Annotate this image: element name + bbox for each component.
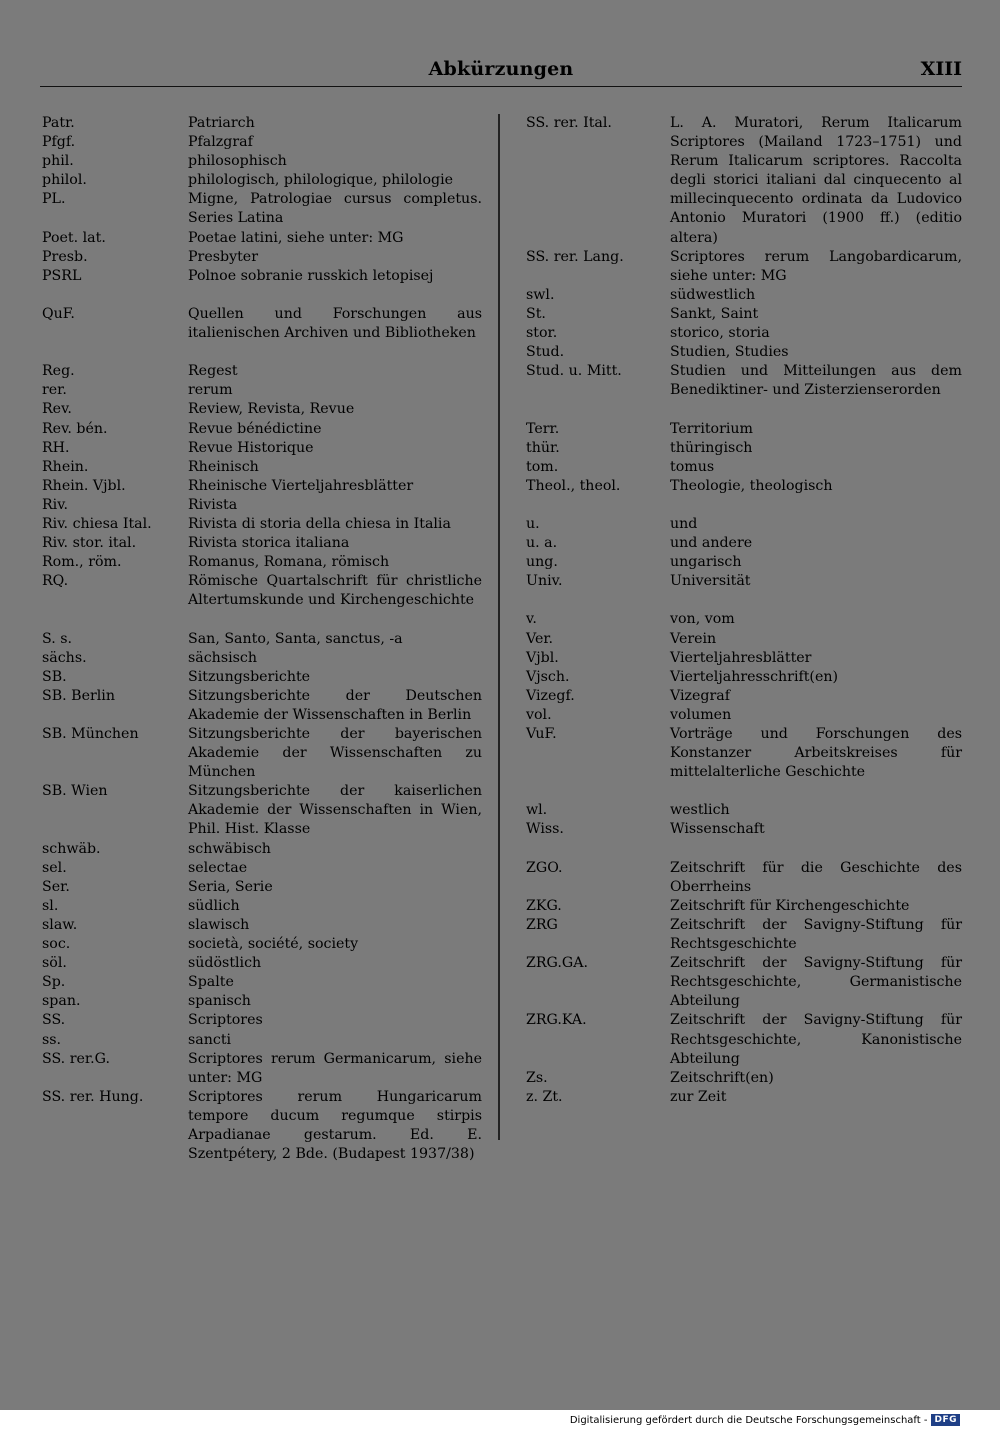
abbreviation-entry (526, 801, 962, 820)
abbreviation-entry (526, 706, 962, 725)
abbreviation: ZRG.GA. (526, 955, 588, 972)
abbreviation-entry (526, 916, 962, 954)
abbreviation-entry (526, 114, 962, 248)
expansion: Rheinische Vierteljahresblätter (188, 477, 414, 494)
abbreviation: QuF. (42, 305, 75, 322)
abbreviation-entry (42, 458, 482, 477)
expansion: Sitzungsberichte der bayerischen Akademie der Wissenschaften zu München (188, 726, 482, 781)
abbreviation-entry (42, 687, 482, 725)
abbreviation-entry (42, 782, 482, 839)
entry-gap (526, 591, 962, 610)
expansion: Revue bénédictine (188, 420, 322, 437)
abbreviation: ZRG (526, 916, 558, 933)
expansion: volumen (670, 706, 732, 723)
abbreviation: Theol., theol. (526, 477, 621, 494)
abbreviation-entry (42, 668, 482, 687)
abbreviation-entry (42, 267, 482, 286)
expansion: Sitzungsberichte der kaiserlichen Akademie der Wissenschaften in Wien, Phil. Hist. Klasse (188, 783, 482, 838)
page-title: Abkürzungen (428, 58, 574, 80)
abbreviation-entry (42, 935, 482, 954)
abbreviation-entry (42, 630, 482, 649)
expansion: Rheinisch (188, 458, 259, 475)
abbreviation-entry (526, 324, 962, 343)
abbreviation: Poet. lat. (42, 229, 106, 246)
abbreviation: Vjsch. (526, 668, 570, 685)
abbreviation: z. Zt. (526, 1088, 563, 1105)
abbreviation-entry (42, 897, 482, 916)
expansion: Seria, Serie (188, 878, 273, 895)
abbreviation: span. (42, 993, 81, 1010)
abbreviation: Stud. (526, 344, 565, 361)
abbreviation-entry (526, 897, 962, 916)
entry-gap (526, 496, 962, 515)
abbreviation: sel. (42, 859, 67, 876)
expansion: Studien, Studies (670, 344, 789, 361)
abbreviation: SS. (42, 1012, 66, 1029)
abbreviation: Stud. u. Mitt. (526, 363, 622, 380)
abbreviation-entry (42, 1050, 482, 1088)
expansion: tomus (670, 458, 715, 475)
abbreviation: Rhein. (42, 458, 89, 475)
abbreviation-entry (526, 439, 962, 458)
abbreviation: Ver. (526, 630, 554, 647)
abbreviation-entry (42, 725, 482, 782)
expansion: Pfalzgraf (188, 134, 253, 151)
expansion: Zeitschrift(en) (670, 1069, 774, 1086)
abbreviation-entry (42, 362, 482, 381)
abbreviation-entry (42, 171, 482, 190)
abbreviation: söl. (42, 955, 67, 972)
abbreviation-entry (42, 477, 482, 496)
abbreviation-entry (42, 133, 482, 152)
expansion: Migne, Patrologiae cursus completus. Series Latina (188, 191, 482, 227)
abbreviation: u. (526, 515, 540, 532)
abbreviation-entry (526, 553, 962, 572)
expansion: Zeitschrift für Kirchengeschichte (670, 897, 910, 914)
expansion: Spalte (188, 974, 234, 991)
abbreviation: Rev. (42, 401, 72, 418)
abbreviation-entry (42, 152, 482, 171)
entry-gap (42, 343, 482, 362)
abbreviation-entry (526, 343, 962, 362)
expansion: Zeitschrift der Savigny-Stiftung für Rechtsgeschichte, Kanonistische Abteilung (670, 1012, 962, 1067)
abbreviation-entry (526, 1069, 962, 1088)
expansion: Scriptores rerum Germanicarum, siehe unter: MG (188, 1050, 482, 1086)
expansion: L. A. Muratori, Rerum Italicarum Scriptores (Mailand 1723–1751) und Rerum Italicarum scriptores. Raccolta degli storici italiani dal cinquecento al millecinquecento ordinata da Ludovico Antonio Muratori (1900 ff.) (editio altera) (670, 115, 962, 246)
digitization-footer (570, 1412, 960, 1428)
abbreviation-entry (526, 572, 962, 591)
abbreviation-entry (526, 1088, 962, 1107)
expansion: südwestlich (670, 286, 756, 303)
abbreviation-entry (42, 114, 482, 133)
abbreviation-entry (526, 362, 962, 400)
abbreviation: Vjbl. (526, 649, 559, 666)
expansion: Poetae latini, siehe unter: MG (188, 229, 404, 246)
expansion: Sitzungsberichte der Deutschen Akademie der Wissenschaften in Berlin (188, 687, 482, 723)
abbreviation: Rhein. Vjbl. (42, 477, 126, 494)
expansion: und (670, 515, 698, 532)
expansion: Rivista di storia della chiesa in Italia (188, 515, 451, 532)
column-divider (498, 114, 500, 1140)
abbreviation: sl. (42, 897, 59, 914)
abbreviation-entry (42, 553, 482, 572)
expansion: Zeitschrift der Savigny-Stiftung für Rechtsgeschichte (670, 916, 962, 953)
abbreviation-entry (526, 515, 962, 534)
abbreviation-entry (42, 190, 482, 228)
abbreviation-entry (526, 477, 962, 496)
expansion: Vizegraf (670, 687, 730, 704)
abbreviation: ZRG.KA. (526, 1012, 587, 1029)
expansion: slawisch (188, 916, 250, 933)
abbreviation-entry (42, 229, 482, 248)
expansion: Regest (188, 363, 238, 380)
abbreviation: PSRL (42, 267, 82, 284)
abbreviation-entry (42, 916, 482, 935)
abbreviation: ZGO. (526, 859, 563, 876)
abbreviation: Rev. bén. (42, 420, 108, 437)
abbreviation: Vizegf. (526, 687, 575, 704)
expansion: Scriptores rerum Langobardicarum, siehe unter: MG (670, 248, 962, 284)
abbreviation-entry (42, 534, 482, 553)
abbreviation-entry (526, 820, 962, 839)
abbreviation: Sp. (42, 974, 66, 991)
abbreviation-entry (526, 305, 962, 324)
abbreviation: ung. (526, 554, 558, 571)
abbreviation: Riv. (42, 496, 69, 513)
abbreviation: sächs. (42, 649, 87, 666)
page-number: XIII (920, 58, 962, 80)
entry-gap (526, 400, 962, 419)
expansion: Rivista (188, 496, 238, 513)
abbreviation: rer. (42, 382, 67, 399)
abbreviation-entry (526, 458, 962, 477)
expansion: Vorträge und Forschungen des Konstanzer Arbeitskreises für mittelalterliche Geschichte (670, 726, 962, 781)
abbreviations-left-column (42, 114, 482, 1164)
expansion: società, société, society (188, 936, 359, 953)
abbreviation: vol. (526, 706, 552, 723)
abbreviation-entry (526, 286, 962, 305)
expansion: philosophisch (188, 153, 287, 170)
abbreviation: stor. (526, 325, 558, 342)
abbreviation: swl. (526, 286, 555, 303)
abbreviation: Pfgf. (42, 134, 76, 151)
abbreviation-entry (42, 954, 482, 973)
abbreviation: Zs. (526, 1069, 548, 1086)
abbreviation-entry (42, 878, 482, 897)
abbreviation-entry (42, 439, 482, 458)
dfg-logo: DFG (931, 1414, 960, 1426)
abbreviation: Presb. (42, 248, 88, 265)
abbreviation-entry (526, 859, 962, 897)
abbreviation: tom. (526, 458, 559, 475)
abbreviation-entry (42, 649, 482, 668)
abbreviation: Rom., röm. (42, 554, 122, 571)
abbreviation-entry (526, 630, 962, 649)
abbreviation: ZKG. (526, 897, 562, 914)
expansion: Romanus, Romana, römisch (188, 554, 390, 571)
abbreviation: Ser. (42, 878, 70, 895)
abbreviation: Univ. (526, 573, 563, 590)
abbreviation-entry (42, 420, 482, 439)
abbreviation-entry (42, 248, 482, 267)
abbreviation-entry (42, 973, 482, 992)
expansion: südöstlich (188, 955, 262, 972)
abbreviation-entry (42, 400, 482, 419)
abbreviation: ss. (42, 1031, 62, 1048)
expansion: San, Santo, Santa, sanctus, -a (188, 630, 403, 647)
abbreviation-entry (526, 1011, 962, 1068)
expansion: Vierteljahresschrift(en) (670, 668, 839, 685)
footer-text: Digitalisierung gefördert durch die Deutsche Forschungsgemeinschaft - (569, 1414, 928, 1426)
abbreviation-entry (526, 954, 962, 1011)
abbreviation: VuF. (526, 726, 557, 742)
expansion: Römische Quartalschrift für christliche Altertumskunde und Kirchengeschichte (188, 573, 482, 609)
expansion: Patriarch (188, 115, 255, 131)
expansion: Zeitschrift der Savigny-Stiftung für Rechtsgeschichte, Germanistische Abteilung (670, 955, 962, 1010)
page-header (40, 58, 962, 87)
expansion: Universität (670, 573, 751, 590)
expansion: Sitzungsberichte (188, 668, 311, 685)
expansion: sächsisch (188, 649, 258, 666)
abbreviation: schwäb. (42, 840, 101, 857)
expansion: westlich (670, 802, 730, 819)
entry-gap (42, 610, 482, 629)
abbreviation-entry (42, 381, 482, 400)
abbreviation-entry (42, 992, 482, 1011)
expansion: rerum (188, 382, 233, 399)
expansion: Quellen und Forschungen aus italienischen Archiven und Bibliotheken (188, 305, 482, 342)
abbreviation: Riv. stor. ital. (42, 535, 137, 552)
entry-gap (526, 840, 962, 859)
expansion: Sankt, Saint (670, 305, 759, 322)
expansion: philologisch, philologique, philologie (188, 172, 454, 189)
abbreviation: Reg. (42, 363, 75, 380)
abbreviation-entry (42, 840, 482, 859)
expansion: spanisch (188, 993, 251, 1010)
expansion: Rivista storica italiana (188, 535, 350, 552)
abbreviation: u. a. (526, 535, 558, 552)
entry-gap (42, 286, 482, 305)
abbreviation-entry (526, 687, 962, 706)
abbreviation-entry (526, 668, 962, 687)
abbreviation-entry (42, 1011, 482, 1030)
abbreviation: RQ. (42, 573, 69, 590)
abbreviation: slaw. (42, 916, 78, 933)
expansion: storico, storia (670, 325, 770, 342)
expansion: ungarisch (670, 554, 742, 571)
expansion: Revue Historique (188, 439, 314, 456)
abbreviation-entry (42, 1031, 482, 1050)
expansion: Territorium (670, 420, 754, 437)
abbreviation: thür. (526, 439, 560, 456)
abbreviation-entry (526, 534, 962, 553)
expansion: Polnoe sobranie russkich letopisej (188, 267, 434, 284)
abbreviation: SB. München (42, 726, 139, 742)
expansion: Presbyter (188, 248, 258, 265)
expansion: von, vom (670, 611, 735, 628)
abbreviation: Wiss. (526, 821, 564, 838)
abbreviation-entry (42, 515, 482, 534)
expansion: südlich (188, 897, 240, 914)
expansion: Studien und Mitteilungen aus dem Benediktiner- und Zisterzienserorden (670, 363, 962, 399)
expansion: Review, Revista, Revue (188, 401, 355, 418)
abbreviation-entry (526, 248, 962, 286)
abbreviation-entry (42, 859, 482, 878)
expansion: selectae (188, 859, 248, 876)
abbreviation: v. (526, 611, 537, 628)
expansion: zur Zeit (670, 1088, 727, 1105)
abbreviation: SS. rer. Ital. (526, 115, 612, 131)
abbreviation: SS. rer. Lang. (526, 248, 624, 265)
abbreviation-entry (526, 649, 962, 668)
expansion: Scriptores (188, 1012, 263, 1029)
abbreviation: St. (526, 305, 546, 322)
expansion: thüringisch (670, 439, 753, 456)
abbreviation: Riv. chiesa Ital. (42, 515, 152, 532)
abbreviation: RH. (42, 439, 70, 456)
abbreviation-entry (42, 305, 482, 343)
expansion: Wissenschaft (670, 821, 765, 838)
abbreviation: S. s. (42, 630, 73, 647)
abbreviation: Patr. (42, 115, 75, 131)
abbreviation-entry (526, 610, 962, 629)
expansion: und andere (670, 535, 753, 552)
expansion: sancti (188, 1031, 232, 1048)
abbreviation: phil. (42, 153, 74, 170)
abbreviation: PL. (42, 191, 66, 208)
expansion: Theologie, theologisch (670, 477, 833, 494)
abbreviation-entry (42, 496, 482, 515)
expansion: Vierteljahresblätter (670, 649, 812, 666)
expansion: schwäbisch (188, 840, 271, 857)
abbreviation: SS. rer. Hung. (42, 1088, 144, 1105)
abbreviations-right-column (526, 114, 962, 1107)
abbreviation-entry (526, 420, 962, 439)
entry-gap (526, 782, 962, 801)
expansion: Zeitschrift für die Geschichte des Oberrheins (670, 859, 962, 895)
abbreviation-entry (526, 725, 962, 782)
expansion: Verein (670, 630, 717, 647)
abbreviation: SB. Berlin (42, 687, 115, 704)
abbreviation: SB. (42, 668, 67, 685)
abbreviation: SS. rer.G. (42, 1050, 110, 1067)
abbreviation-entry (42, 572, 482, 610)
abbreviation: soc. (42, 936, 71, 953)
abbreviation: SB. Wien (42, 783, 108, 800)
abbreviation: Terr. (526, 420, 560, 437)
expansion: Scriptores rerum Hungaricarum tempore ducum regumque stirpis Arpadianae gestarum. Ed. E. Szentpétery, 2 Bde. (Budapest 1937/38) (188, 1088, 482, 1163)
abbreviation-entry (42, 1088, 482, 1164)
abbreviation: wl. (526, 802, 548, 819)
abbreviation: philol. (42, 172, 87, 189)
